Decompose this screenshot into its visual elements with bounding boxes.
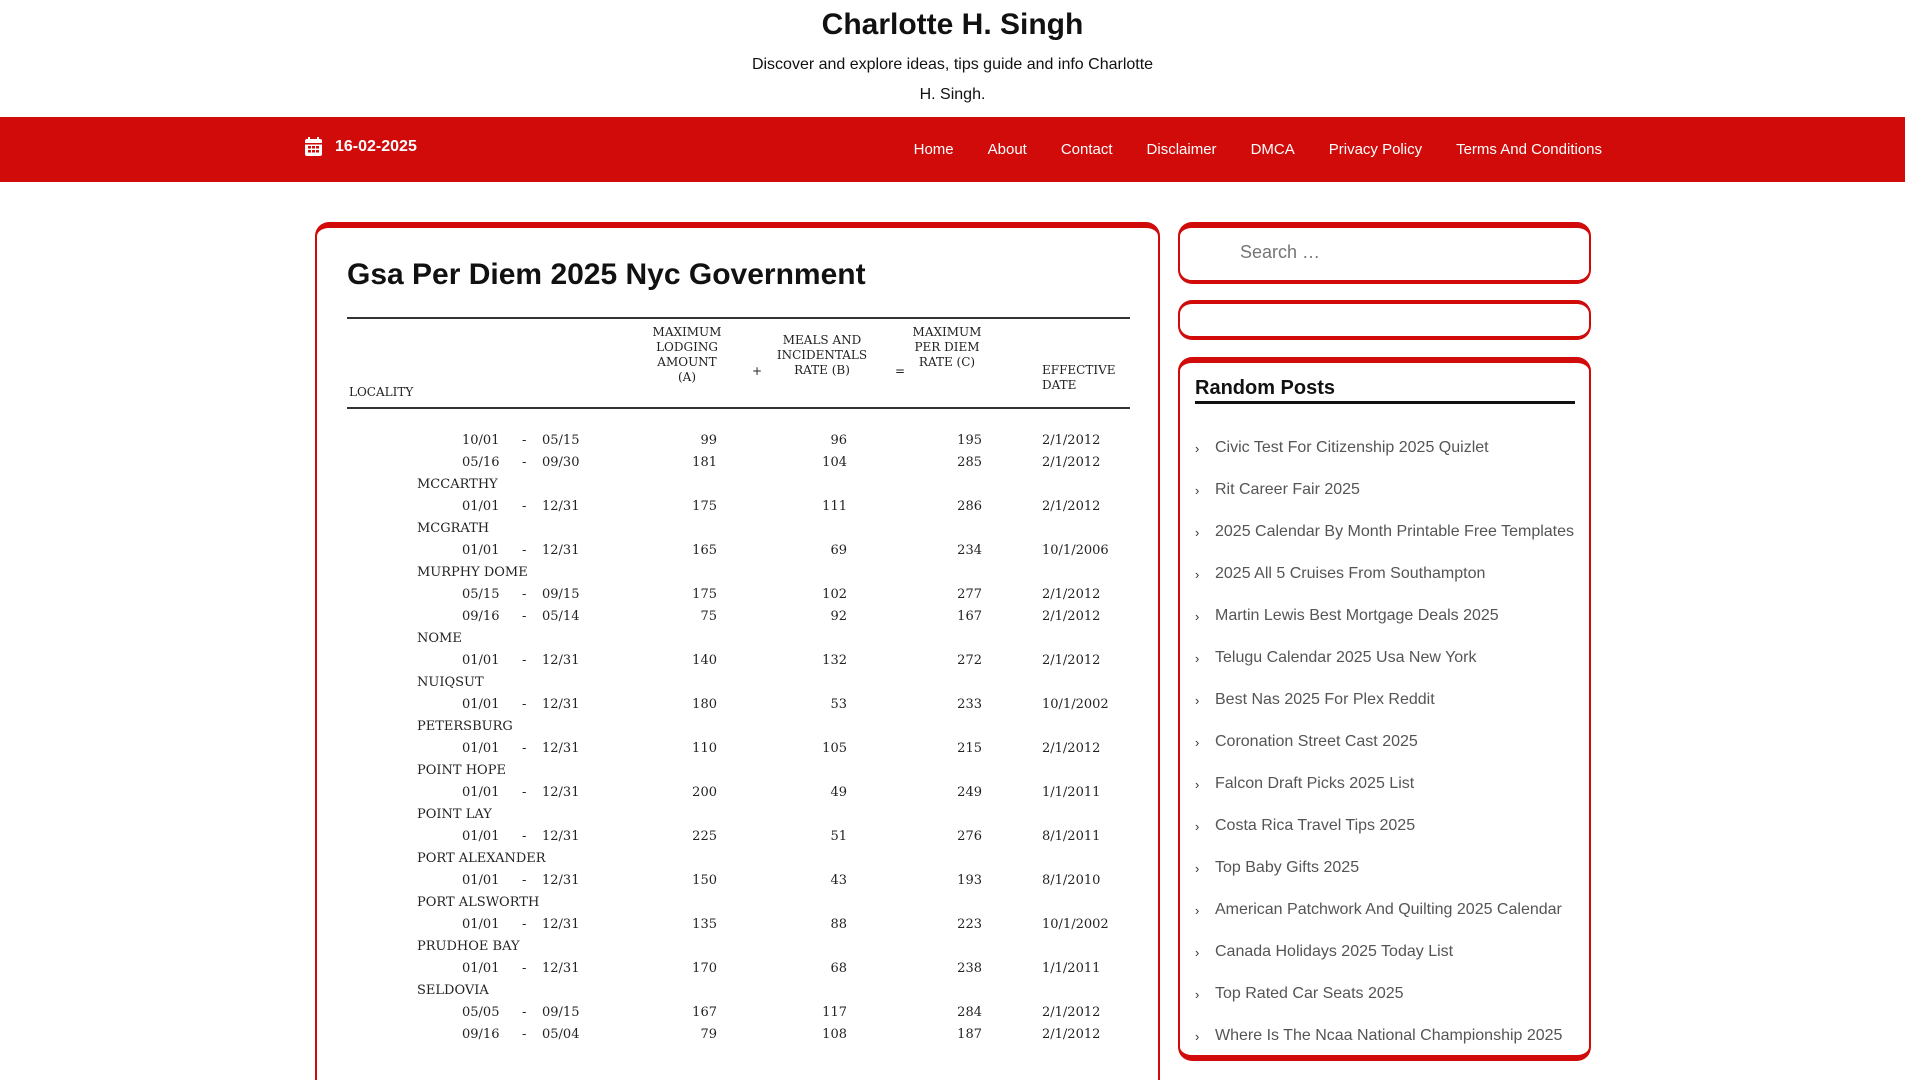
table-range-dash: - (522, 961, 527, 976)
table-cell-date: 10/1/2002 (1042, 917, 1109, 932)
table-range-dash: - (522, 1005, 527, 1020)
table-cell-a: 165 (692, 543, 717, 558)
table-cell-to: 09/30 (542, 455, 580, 470)
random-post-item[interactable] (1195, 511, 1585, 553)
chevron-right-icon: › (1195, 734, 1200, 750)
table-cell-c: 187 (957, 1027, 982, 1042)
table-range-dash: - (522, 587, 527, 602)
table-cell-c: 286 (957, 499, 982, 514)
random-posts-title: Random Posts (1195, 377, 1575, 404)
site-title[interactable]: Charlotte H. Singh (821, 8, 1084, 41)
table-cell-c: 249 (957, 785, 982, 800)
random-post-label[interactable]: American Patchwork And Quilting 2025 Calendar (1215, 901, 1562, 918)
table-cell-a: 175 (692, 587, 717, 602)
table-cell-date: 2/1/2012 (1042, 741, 1101, 756)
random-post-label[interactable]: Coronation Street Cast 2025 (1215, 733, 1418, 750)
table-cell-b: 104 (822, 455, 847, 470)
table-cell-to: 12/31 (542, 741, 580, 756)
table-cell-c: 272 (957, 653, 982, 668)
table-cell-c: 234 (957, 543, 982, 558)
table-cell-date: 2/1/2012 (1042, 587, 1101, 602)
table-range-dash: - (522, 829, 527, 844)
random-post-label[interactable]: Telugu Calendar 2025 Usa New York (1215, 649, 1477, 666)
table-range-dash: - (522, 917, 527, 932)
table-cell-to: 12/31 (542, 499, 580, 514)
table-cell-to: 12/31 (542, 785, 580, 800)
table-cell-from: 05/15 (462, 587, 500, 602)
table-cell-date: 2/1/2012 (1042, 499, 1101, 514)
table-range-dash: - (522, 1027, 527, 1042)
table-rule-top (347, 317, 1130, 319)
random-post-label[interactable]: Best Nas 2025 For Plex Reddit (1215, 691, 1435, 708)
chevron-right-icon: › (1195, 440, 1200, 456)
nav-terms[interactable]: Terms And Conditions (1456, 141, 1602, 158)
current-date (305, 137, 417, 156)
chevron-right-icon: › (1195, 482, 1200, 498)
chevron-right-icon: › (1195, 986, 1200, 1002)
chevron-right-icon: › (1195, 818, 1200, 834)
table-range-dash: - (522, 785, 527, 800)
table-cell-c: 223 (957, 917, 982, 932)
table-cell-to: 05/15 (542, 433, 580, 448)
chevron-right-icon: › (1195, 776, 1200, 792)
chevron-right-icon: › (1195, 566, 1200, 582)
table-cell-to: 12/31 (542, 543, 580, 558)
nav-contact[interactable]: Contact (1060, 141, 1113, 158)
nav-about[interactable]: About (987, 141, 1027, 158)
table-locality: PORT ALEXANDER (417, 851, 546, 866)
table-cell-b: 49 (830, 785, 847, 800)
table-cell-b: 68 (830, 961, 847, 976)
random-post-item[interactable] (1195, 469, 1585, 511)
random-post-label[interactable]: 2025 Calendar By Month Printable Free Templates (1215, 523, 1575, 540)
table-cell-date: 2/1/2012 (1042, 1005, 1101, 1020)
random-post-item[interactable] (1195, 679, 1585, 721)
table-cell-from: 05/16 (462, 455, 500, 470)
table-cell-a: 135 (692, 917, 717, 932)
table-cell-b: 53 (830, 697, 847, 712)
table-cell-from: 09/16 (462, 609, 500, 624)
header-effective: EFFECTIVE DATE (1042, 363, 1116, 392)
table-cell-from: 01/01 (462, 697, 500, 712)
table-cell-to: 05/04 (542, 1027, 580, 1042)
table-cell-a: 175 (692, 499, 717, 514)
table-cell-from: 01/01 (462, 785, 500, 800)
table-cell-to: 12/31 (542, 961, 580, 976)
header-meals: MEALS AND INCIDENTALS RATE (B) (776, 333, 868, 377)
table-range-dash: - (522, 433, 527, 448)
table-cell-date: 2/1/2012 (1042, 433, 1101, 448)
table-cell-c: 238 (957, 961, 982, 976)
chevron-right-icon: › (1195, 860, 1200, 876)
date-text: 16-02-2025 (335, 137, 417, 155)
table-cell-a: 79 (700, 1027, 717, 1042)
search-input[interactable] (1240, 242, 1570, 263)
main-navbar (0, 117, 1905, 182)
random-posts-widget (1178, 357, 1591, 1061)
table-cell-a: 180 (692, 697, 717, 712)
table-cell-b: 51 (830, 829, 847, 844)
chevron-right-icon: › (1195, 650, 1200, 666)
table-cell-c: 167 (957, 609, 982, 624)
table-cell-from: 01/01 (462, 741, 500, 756)
table-cell-c: 215 (957, 741, 982, 756)
random-post-label[interactable]: Where Is The Ncaa National Championship 2025 (1215, 1027, 1563, 1044)
random-posts-list (1195, 427, 1585, 1057)
header-plus: + (752, 364, 763, 378)
table-rule-header (347, 407, 1130, 409)
nav-menu (880, 117, 1602, 182)
table-cell-date: 1/1/2011 (1042, 961, 1101, 976)
table-range-dash: - (522, 697, 527, 712)
table-cell-date: 10/1/2006 (1042, 543, 1109, 558)
random-post-label[interactable]: 2025 All 5 Cruises From Southampton (1215, 565, 1486, 582)
table-locality: POINT HOPE (417, 763, 506, 778)
table-cell-date: 10/1/2002 (1042, 697, 1109, 712)
chevron-right-icon: › (1195, 692, 1200, 708)
table-cell-a: 140 (692, 653, 717, 668)
random-post-label[interactable]: Costa Rica Travel Tips 2025 (1215, 817, 1416, 834)
random-post-item[interactable] (1195, 595, 1585, 637)
table-cell-date: 8/1/2010 (1042, 873, 1101, 888)
table-cell-c: 284 (957, 1005, 982, 1020)
table-cell-to: 12/31 (542, 829, 580, 844)
random-post-item[interactable] (1195, 721, 1585, 763)
table-cell-c: 193 (957, 873, 982, 888)
table-cell-date: 2/1/2012 (1042, 609, 1101, 624)
table-cell-from: 01/01 (462, 829, 500, 844)
random-post-item[interactable] (1195, 973, 1585, 1015)
table-cell-to: 12/31 (542, 653, 580, 668)
chevron-right-icon: › (1195, 944, 1200, 960)
table-cell-to: 12/31 (542, 917, 580, 932)
random-post-label[interactable]: Canada Holidays 2025 Today List (1215, 943, 1454, 960)
table-range-dash: - (522, 543, 527, 558)
random-post-item[interactable] (1195, 637, 1585, 679)
random-post-item[interactable] (1195, 427, 1585, 469)
table-cell-a: 75 (700, 609, 717, 624)
table-cell-a: 225 (692, 829, 717, 844)
table-cell-date: 8/1/2011 (1042, 829, 1101, 844)
table-cell-b: 96 (830, 433, 847, 448)
table-cell-b: 69 (830, 543, 847, 558)
table-cell-date: 2/1/2012 (1042, 455, 1101, 470)
random-post-item[interactable] (1195, 931, 1585, 973)
calendar-icon (305, 137, 322, 156)
per-diem-table-image[interactable] (347, 317, 1130, 1080)
chevron-right-icon: › (1195, 608, 1200, 624)
table-range-dash: - (522, 653, 527, 668)
table-cell-from: 10/01 (462, 433, 500, 448)
table-cell-from: 01/01 (462, 961, 500, 976)
table-locality: PORT ALSWORTH (417, 895, 540, 910)
random-post-label[interactable]: Martin Lewis Best Mortgage Deals 2025 (1215, 607, 1499, 624)
table-locality: NUIQSUT (417, 675, 484, 690)
table-locality: MURPHY DOME (417, 565, 528, 580)
empty-widget (1178, 300, 1591, 340)
random-post-item[interactable] (1195, 847, 1585, 889)
table-cell-from: 01/01 (462, 499, 500, 514)
table-range-dash: - (522, 609, 527, 624)
table-locality: MCCARTHY (417, 477, 498, 492)
table-locality: NOME (417, 631, 462, 646)
table-locality: SELDOVIA (417, 983, 489, 998)
header-lodging: MAXIMUM LODGING AMOUNT (A) (652, 325, 722, 384)
random-post-label[interactable]: Top Rated Car Seats 2025 (1215, 985, 1404, 1002)
random-post-item[interactable] (1195, 805, 1585, 847)
table-cell-date: 2/1/2012 (1042, 1027, 1101, 1042)
table-cell-a: 99 (700, 433, 717, 448)
table-range-dash: - (522, 873, 527, 888)
table-cell-c: 233 (957, 697, 982, 712)
table-cell-b: 111 (822, 499, 847, 514)
table-cell-date: 1/1/2011 (1042, 785, 1101, 800)
table-cell-from: 05/05 (462, 1005, 500, 1020)
table-cell-from: 01/01 (462, 917, 500, 932)
table-cell-c: 195 (957, 433, 982, 448)
table-cell-a: 181 (692, 455, 717, 470)
site-description: Discover and explore ideas, tips guide and info Charlotte H. Singh. (751, 56, 1154, 103)
header-per-diem: MAXIMUM PER DIEM RATE (C) (912, 325, 982, 369)
table-cell-a: 110 (692, 741, 717, 756)
table-cell-b: 102 (822, 587, 847, 602)
table-cell-b: 105 (822, 741, 847, 756)
random-post-label[interactable]: Rit Career Fair 2025 (1215, 481, 1360, 498)
table-cell-to: 09/15 (542, 587, 580, 602)
nav-home[interactable]: Home (913, 141, 954, 158)
header-equals: = (895, 364, 906, 378)
table-cell-from: 01/01 (462, 543, 500, 558)
article-card (315, 222, 1160, 1080)
table-locality: POINT LAY (417, 807, 492, 822)
random-post-label[interactable]: Top Baby Gifts 2025 (1215, 859, 1360, 876)
table-cell-from: 01/01 (462, 653, 500, 668)
table-cell-a: 150 (692, 873, 717, 888)
table-cell-from: 01/01 (462, 873, 500, 888)
chevron-right-icon: › (1195, 902, 1200, 918)
table-cell-b: 88 (830, 917, 847, 932)
nav-disclaimer[interactable]: Disclaimer (1146, 141, 1217, 158)
random-post-item[interactable] (1195, 553, 1585, 595)
table-locality: PETERSBURG (417, 719, 513, 734)
table-cell-c: 277 (957, 587, 982, 602)
table-cell-to: 05/14 (542, 609, 580, 624)
table-cell-b: 117 (822, 1005, 847, 1020)
table-range-dash: - (522, 741, 527, 756)
chevron-right-icon: › (1195, 1028, 1200, 1044)
table-cell-a: 170 (692, 961, 717, 976)
nav-privacy-policy[interactable]: Privacy Policy (1328, 141, 1423, 158)
nav-dmca[interactable]: DMCA (1250, 141, 1295, 158)
random-post-item[interactable] (1195, 1015, 1585, 1057)
table-locality: MCGRATH (417, 521, 490, 536)
table-cell-to: 12/31 (542, 873, 580, 888)
table-locality: PRUDHOE BAY (417, 939, 520, 954)
table-cell-b: 132 (822, 653, 847, 668)
table-cell-c: 276 (957, 829, 982, 844)
random-post-item[interactable] (1195, 763, 1585, 805)
random-post-label[interactable]: Civic Test For Citizenship 2025 Quizlet (1215, 439, 1489, 456)
table-cell-from: 09/16 (462, 1027, 500, 1042)
table-cell-to: 12/31 (542, 697, 580, 712)
random-post-item[interactable] (1195, 889, 1585, 931)
chevron-right-icon: › (1195, 524, 1200, 540)
article-title: Gsa Per Diem 2025 Nyc Government (347, 258, 866, 291)
table-cell-b: 43 (830, 873, 847, 888)
table-cell-to: 09/15 (542, 1005, 580, 1020)
search-widget (1178, 222, 1591, 284)
random-post-label[interactable]: Falcon Draft Picks 2025 List (1215, 775, 1415, 792)
table-cell-b: 108 (822, 1027, 847, 1042)
table-cell-a: 167 (692, 1005, 717, 1020)
table-cell-c: 285 (957, 455, 982, 470)
table-cell-b: 92 (830, 609, 847, 624)
header-locality: LOCALITY (349, 385, 414, 399)
table-cell-a: 200 (692, 785, 717, 800)
site-header (0, 0, 1905, 117)
table-range-dash: - (522, 499, 527, 514)
table-cell-date: 2/1/2012 (1042, 653, 1101, 668)
table-range-dash: - (522, 455, 527, 470)
